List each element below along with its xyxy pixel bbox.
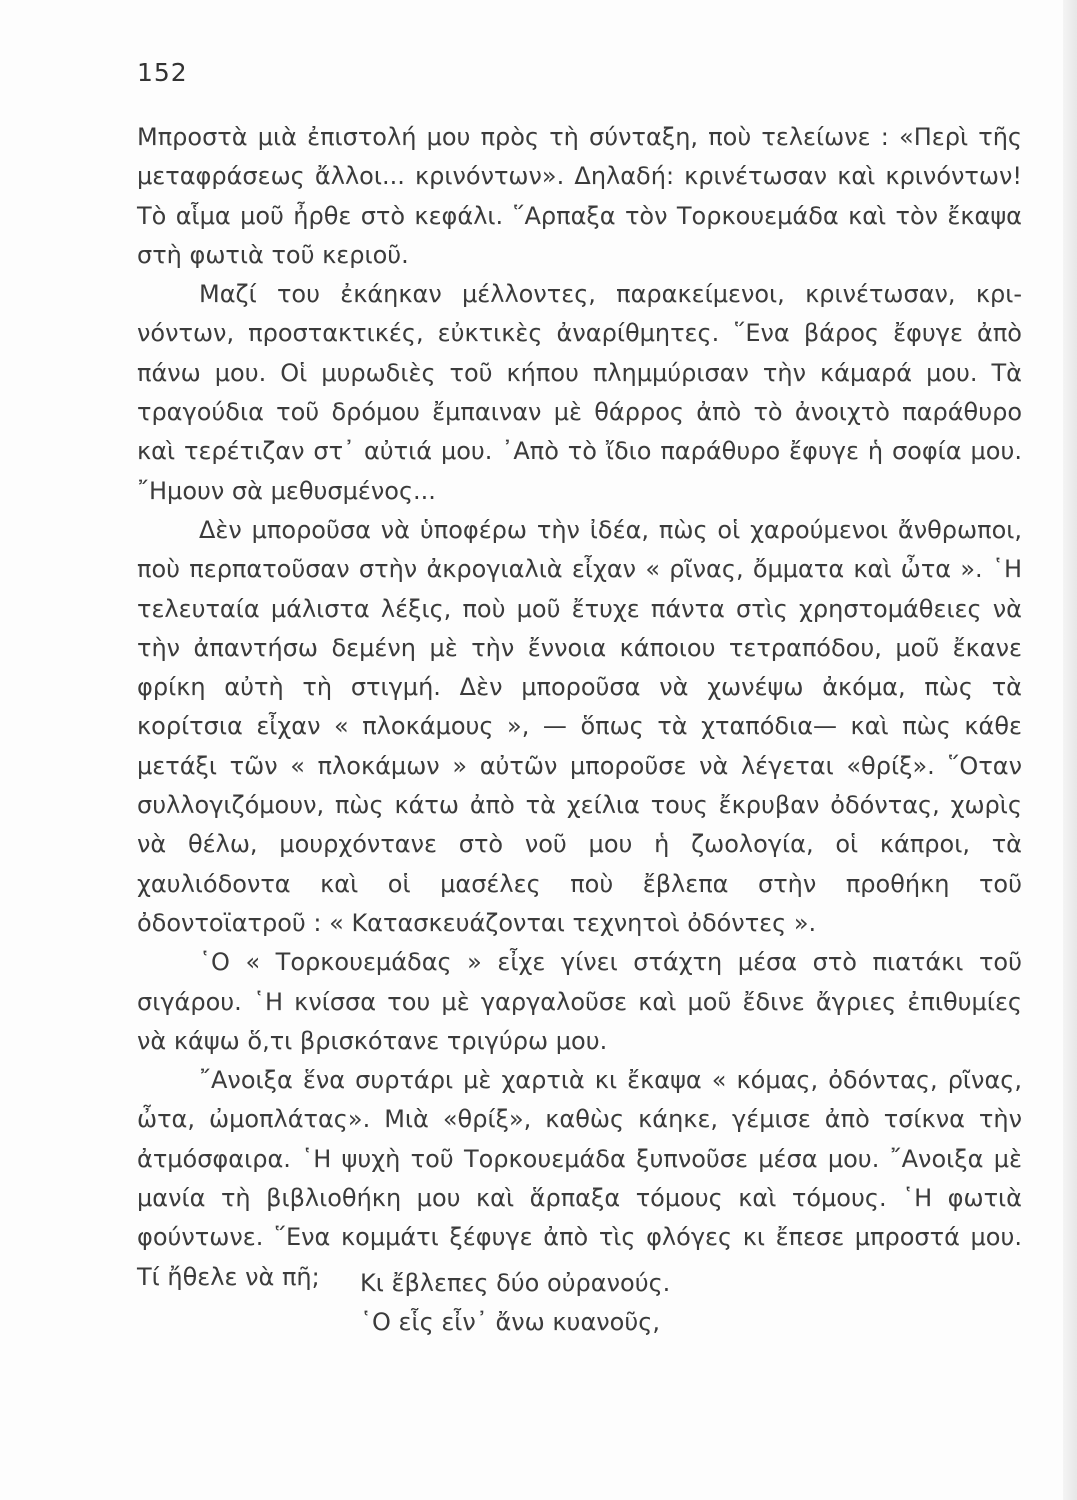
verse-line-2: ῾Ο εἷς εἶν᾽ ἄνω κυανοῦς, bbox=[360, 1308, 660, 1336]
verse-quote bbox=[360, 1264, 670, 1342]
page-number: 152 bbox=[137, 58, 188, 87]
paragraph-4: ῾Ο « Τορκουεμάδας » εἶχε γίνει στάχτη μέσα στὸ πιατάκι τοῦ σιγάρου. ῾Η κνίσσα του μὲ γαργαλοῦσε καὶ μοῦ ἔδινε ἄγριες ἐπιθυμίες νὰ κάψω ὅ,τι βρισκότανε τριγύρω μου. bbox=[137, 948, 1022, 1055]
paragraph-5: ῎Ανοιξα ἕνα συρτάρι μὲ χαρτιὰ κι ἔκαψα « κόμας, ὀδόντας, ρῖνας, ὦτα, ὠμοπλάτας». Μιὰ «θρίξ», καθὼς κάηκε, γέμισε ἀπὸ τσίκνα τὴν ἀτμόσφαιρα. ῾Η ψυχὴ τοῦ Τορκουεμάδα ξυπνοῦσε μέσα μου. ῎Ανοιξα μὲ μανία τὴ βιβλιοθήκη μου καὶ ἅρπαξα τόμους καὶ τόμους. ῾Η φωτιὰ φούντωνε. ῞Ενα κομμάτι ξέφυγε ἀπὸ τὶς φλόγες κι ἔπεσε μπροστά μου. Τί ἤθελε νὰ πῆ; bbox=[137, 1066, 1022, 1291]
verse-line-1: Κι ἔβλεπες δύο οὐρανούς. bbox=[360, 1269, 671, 1297]
paragraph-3: Δὲν μποροῦσα νὰ ὑποφέρω τὴν ἰδέα, πὼς οἱ χαρούμενοι ἄνθρωποι, ποὺ περπατοῦσαν στὴν ἀκρογιαλιὰ εἶχαν « ρῖνας, ὄμματα καὶ ὦτα ». ῾Η τελευταία μάλιστα λέξις, ποὺ μοῦ ἔτυχε πάντα στὶς χρηστομάθειες νὰ τὴν ἀπαντήσω δεμένη μὲ τὴν ἔννοια κάποιου τετραπόδου, μοῦ ἔκανε φρίκη αὐτὴ τὴ στιγμή. Δὲν μποροῦσα νὰ χωνέψω ἀκόμα, πὼς τὰ κορίτσια εἶχαν « πλοκάμους », — ὅπως τὰ χταπόδια— καὶ πὼς κάθε μετάξι τῶν « πλοκάμων » αὐτῶν μποροῦσε νὰ λέγεται «θρίξ». ῞Οταν συλλογιζόμουν, πὼς κάτω ἀπὸ τὰ χείλια τους ἔκρυβαν ὀδόντας, χωρὶς νὰ θέλω, μουρχόντανε στὸ νοῦ μου ἡ ζωολογία, οἱ κάπροι, τὰ χαυλιόδοντα καὶ οἱ μασέλες ποὺ ἔβλεπα στὴν προθήκη τοῦ ὀδοντοϊατροῦ : « Κατασκευάζονται τεχνητοὶ ὀδόντες ». bbox=[137, 515, 1022, 937]
paragraph-1: Μπροστὰ μιὰ ἐπιστολή μου πρὸς τὴ σύνταξη, ποὺ τελείωνε : «Περὶ τῆς μεταφράσεως ἄλλοι... κρινόντων». Δηλαδή: κρινέτωσαν καὶ κρινόντων! Τὸ αἷμα μοῦ ἦρθε στὸ κεφάλι. ῞Αρπαξα τὸν Τορκουεμάδα καὶ τὸν ἔκαψα στὴ φωτιὰ τοῦ κεριοῦ. bbox=[137, 123, 1022, 269]
body-text bbox=[137, 118, 1022, 1297]
page-edge-shadow bbox=[1063, 0, 1077, 1500]
paragraph-2: Μαζί του ἐκάηκαν μέλλοντες, παρακείμενοι, κρινέτωσαν, κρινόντων, προστακτικές, εὐκτικὲς ἀναρίθμητες. ῞Ενα βάρος ἔφυγε ἀπὸ πάνω μου. Οἱ μυρωδιὲς τοῦ κήπου πλημμύρισαν τὴν κάμαρά μου. Τὰ τραγούδια τοῦ δρόμου ἔμπαιναν μὲ θάρρος ἀπὸ τὸ ἀνοιχτὸ παράθυρο καὶ τερέτιζαν στ᾽ αὐτιά μου. ᾽Απὸ τὸ ἴδιο παράθυρο ἔφυγε ἡ σοφία μου. ῎Ημουν σὰ μεθυσμένος... bbox=[137, 280, 1022, 505]
